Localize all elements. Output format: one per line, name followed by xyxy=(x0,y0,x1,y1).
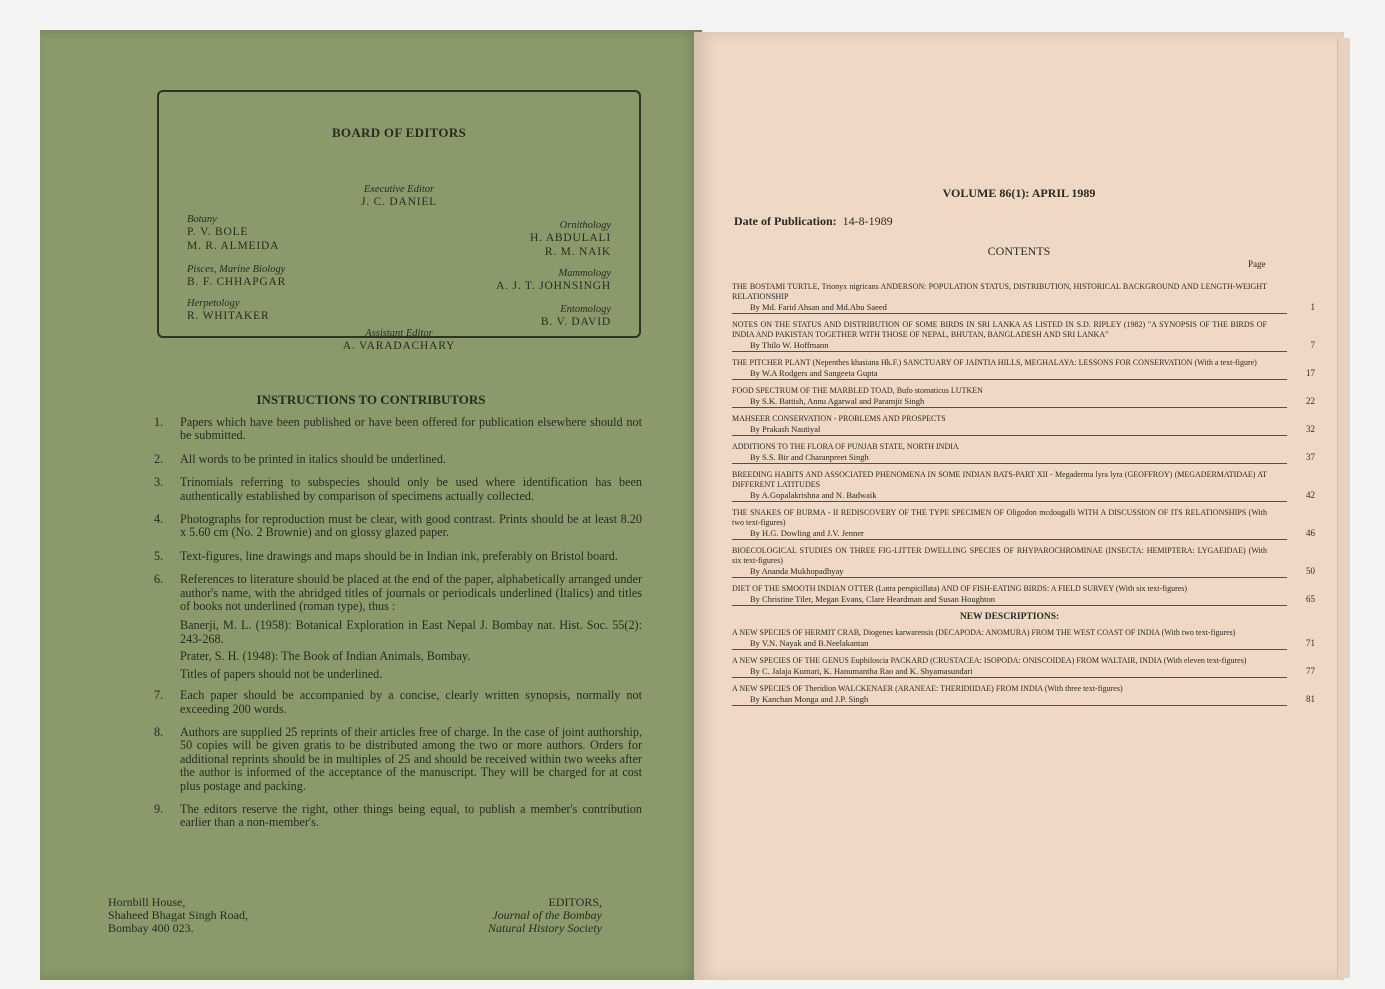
mammology-label: Mammology xyxy=(558,268,611,279)
instruction-item: 4. Photographs for reproduction must be clear, with good contrast. Prints should be at least 8.20 x 5.60 cm (No. 2 Brownie) and on glossy glazed paper. xyxy=(154,512,642,540)
toc-entry-authors: By Christine Tiler, Megan Evans, Clare Heardman and Susan Houghton xyxy=(732,594,1287,606)
toc-entry-title: A NEW SPECIES OF HERMIT CRAB, Diogenes karwarensis (DECAPODA: ANOMURA) FROM THE WEST COAST OF INDIA (With two text-figures) xyxy=(732,628,1236,637)
toc-entry xyxy=(732,546,1315,578)
editors-label: EDITORS, xyxy=(548,895,602,909)
new-descriptions-heading: NEW DESCRIPTIONS: xyxy=(959,612,1060,622)
instruction-item: 5. Text-figures, line drawings and maps should be in Indian ink, preferably on Bristol board. xyxy=(154,548,618,563)
mammology-editor-1: A. J. T. JOHNSINGH xyxy=(496,280,611,292)
reference-example-2: Prater, S. H. (1948): The Book of Indian Animals, Bombay. xyxy=(180,649,471,664)
right-page xyxy=(694,32,1344,980)
toc-entry xyxy=(732,442,1315,464)
ornithology-label: Ornithology xyxy=(559,220,611,231)
address-line-1: Hornbill House, xyxy=(108,895,186,909)
instructions-title: INSTRUCTIONS TO CONTRIBUTORS xyxy=(256,392,486,407)
instruction-item: 3. Trinomials referring to subspecies should only be used where identification has been authentically established by comparison of specimens actually collected. xyxy=(154,475,642,503)
toc-entry-page: 65 xyxy=(1306,594,1315,604)
toc-entry-title: THE PITCHER PLANT (Nepenthes khasiana Hk.F.) SANCTUARY OF JAINTIA HILLS, MEGHALAYA: LESSONS FOR CONSERVATION (With a text-figure) xyxy=(732,358,1257,367)
ornithology-editor-1: H. ABDULALI xyxy=(530,232,611,244)
toc-entry-title: NOTES ON THE STATUS AND DISTRIBUTION OF SOME BIRDS IN SRI LANKA AS LISTED IN S.D. RIPLEY (1982) "A SYNOPSIS OF THE BIRDS OF INDIA AND PAKISTAN TOGETHER WITH THOSE OF NEPAL, BHUTAN, BANGLADESH AND SRI LANKA" xyxy=(732,320,1267,339)
ornithology-editor-2: R. M. NAIK xyxy=(544,246,611,258)
toc-entry xyxy=(732,470,1315,502)
toc-entry-page: 17 xyxy=(1306,368,1315,378)
page-column-label: Page xyxy=(1248,259,1266,269)
botany-editor-1: P. V. BOLE xyxy=(187,226,249,238)
address-line-3: Bombay 400 023. xyxy=(108,921,194,935)
toc-entry-authors: By V.N. Nayak and B.Neelakantan xyxy=(732,638,1287,650)
toc-entry-title: THE SNAKES OF BURMA - II REDISCOVERY OF THE TYPE SPECIMEN OF Oligodon mcdougalli WITH A DISCUSSION OF ITS RELATIONSHIPS (With two text-figures) xyxy=(732,508,1267,527)
toc-entry xyxy=(732,386,1315,408)
instruction-item: 6. References to literature should be placed at the end of the paper, alphabetically arranged under author's name, with the abridged titles of journals or periodicals underlined (Italics) and titles of books not underlined (roman type), thus : xyxy=(154,572,642,614)
toc-entry-title: THE BOSTAMI TURTLE, Trionyx nigricans ANDERSON: POPULATION STATUS, DISTRIBUTION, HISTORICAL BACKGROUND AND LENGTH-WEIGHT RELATIONSHIP xyxy=(732,282,1267,301)
toc-entry xyxy=(732,584,1315,606)
assistant-editor-name: A. VARADACHARY xyxy=(342,340,456,352)
toc-entry-page: 42 xyxy=(1306,490,1315,500)
address-line-2: Shaheed Bhagat Singh Road, xyxy=(108,908,248,922)
botany-editor-2: M. R. ALMEIDA xyxy=(187,240,280,252)
toc-entry xyxy=(732,656,1315,678)
toc-entry-page: 32 xyxy=(1306,424,1315,434)
executive-editor-name: J. C. DANIEL xyxy=(360,196,438,208)
instruction-item: 7. Each paper should be accompanied by a concise, clearly written synopsis, normally not exceeding 200 words. xyxy=(154,688,642,716)
toc-entry-authors: By Md. Farid Ahsan and Md.Abu Saeed xyxy=(732,302,1287,314)
instruction-item: 9. The editors reserve the right, other things being equal, to publish a member's contribution earlier than a non-member's. xyxy=(154,801,642,830)
toc-entry-title: MAHSEER CONSERVATION - PROBLEMS AND PROSPECTS xyxy=(732,414,946,423)
botany-label: Botany xyxy=(187,214,217,225)
toc-entry-page: 1 xyxy=(1310,302,1315,312)
toc-entry-page: 50 xyxy=(1306,566,1315,576)
toc-entry-title: FOOD SPECTRUM OF THE MARBLED TOAD, Bufo stomaticus LUTKEN xyxy=(732,386,983,395)
instructions-list xyxy=(148,416,642,840)
contents-heading: CONTENTS xyxy=(987,244,1051,258)
board-of-editors-box xyxy=(157,90,641,352)
entomology-editor-1: B. V. DAVID xyxy=(540,316,611,328)
pisces-label: Pisces, Marine Biology xyxy=(187,264,286,275)
toc-entry-page: 71 xyxy=(1306,638,1315,648)
toc-entry xyxy=(732,358,1315,380)
footer xyxy=(108,896,602,935)
toc-entry-authors: By W.A Rodgers and Sangeeta Gupta xyxy=(732,368,1287,380)
toc-entry-authors: By S.S. Bir and Charanpreet Singh xyxy=(732,452,1287,464)
reference-note: Titles of papers should not be underlined. xyxy=(180,666,383,681)
toc-entry-authors: By Prakash Nautiyal xyxy=(732,424,1287,436)
journal-name-2: Natural History Society xyxy=(488,921,602,935)
herpetology-label: Herpetology xyxy=(187,298,240,309)
toc-entry xyxy=(732,320,1315,352)
toc-entry-page: 37 xyxy=(1306,452,1315,462)
toc-entry-page: 22 xyxy=(1306,396,1315,406)
toc-entry-page: 77 xyxy=(1306,666,1315,676)
toc-entry xyxy=(732,282,1315,314)
instruction-item: 1. Papers which have been published or have been offered for publication elsewhere should not be submitted. xyxy=(154,415,642,443)
toc-entry-title: BIOECOLOGICAL STUDIES ON THREE FIG-LITTER DWELLING SPECIES OF RHYPAROCHROMINAE (INSECTA: HEMIPTERA: LYGAEIDAE) (With six text-figures) xyxy=(732,546,1267,565)
toc-entry-title: A NEW SPECIES OF THE GENUS Euphiloscia PACKARD (CRUSTACEA: ISOPODA: ONISCOIDEA) FROM WALTAIR, INDIA (With eleven text-figures) xyxy=(732,656,1247,665)
toc-entry xyxy=(732,414,1315,436)
editors-signature xyxy=(488,896,602,935)
instruction-item: 8. Authors are supplied 25 reprints of their articles free of charge. In the case of joint authorship, 50 copies will be given gratis to be distributed among the two or more authors. Orders for additional reprints should be in multiples of 25 and should be received within two weeks after the author is informed of the acceptance of the manuscript. They will be charged for at cost plus postage and packing. xyxy=(154,724,642,793)
toc-entry-authors: By Thilo W. Hoffmann xyxy=(732,340,1287,352)
toc-entry-page: 81 xyxy=(1306,694,1315,704)
toc-entry-title: DIET OF THE SMOOTH INDIAN OTTER (Lutra perspicillata) AND OF FISH-EATING BIRDS: A FIELD SURVEY (With six text-figures) xyxy=(732,584,1188,593)
toc-entry-authors: By S.K. Battish, Annu Agarwal and Paramjit Singh xyxy=(732,396,1287,408)
date-value: 14-8-1989 xyxy=(842,214,893,228)
reference-example-1: Banerji, M. L. (1958): Botanical Exploration in East Nepal J. Bombay nat. Hist. Soc. 55(2): 243-268. xyxy=(180,618,642,646)
left-page xyxy=(40,30,702,980)
toc-entry-authors: By A.Gopalakrishna and N. Badwaik xyxy=(732,490,1287,502)
board-title: BOARD OF EDITORS xyxy=(331,125,467,140)
toc-entry-authors: By C. Jalaja Kumari, K. Hanumantha Rao and K. Shyamasundari xyxy=(732,666,1287,678)
volume-title: VOLUME 86(1): APRIL 1989 xyxy=(942,186,1096,200)
toc-entry xyxy=(732,684,1315,706)
journal-name-1: Journal of the Bombay xyxy=(492,908,602,922)
page-edge xyxy=(1337,38,1350,978)
toc-entry-page: 46 xyxy=(1306,528,1315,538)
publication-date xyxy=(734,214,893,229)
toc-entry xyxy=(732,628,1315,650)
toc-entry-authors: By H.G. Dowling and J.V. Jenner xyxy=(732,528,1287,540)
assistant-editor-label: Assistant Editor xyxy=(365,328,433,339)
toc-entry-authors: By Kanchan Monga and J.P. Singh xyxy=(732,694,1287,706)
executive-editor-label: Executive Editor xyxy=(363,184,435,195)
toc-entry xyxy=(732,508,1315,540)
entomology-label: Entomology xyxy=(560,304,611,315)
instruction-item: 2. All words to be printed in italics should be underlined. xyxy=(154,451,447,466)
herpetology-editor-1: R. WHITAKER xyxy=(187,310,270,322)
date-label: Date of Publication: xyxy=(734,214,837,228)
toc-entry-authors: By Ananda Mukhopadhyay xyxy=(732,566,1287,578)
table-of-contents xyxy=(732,282,1315,712)
toc-entry-title: ADDITIONS TO THE FLORA OF PUNJAB STATE, NORTH INDIA xyxy=(732,442,959,451)
toc-entry-page: 7 xyxy=(1310,340,1315,350)
toc-entry-title: BREEDING HABITS AND ASSOCIATED PHENOMENA IN SOME INDIAN BATS-PART XII - Megaderma lyra lyra (GEOFFROY) (MEGADERMATIDAE) AT DIFFERENT LATITUDES xyxy=(732,470,1267,489)
toc-entry-title: A NEW SPECIES OF Theridion WALCKENAER (ARANEAE: THERIDIIDAE) FROM INDIA (With three text-figures) xyxy=(732,684,1123,693)
pisces-editor-1: B. F. CHHAPGAR xyxy=(187,276,287,288)
